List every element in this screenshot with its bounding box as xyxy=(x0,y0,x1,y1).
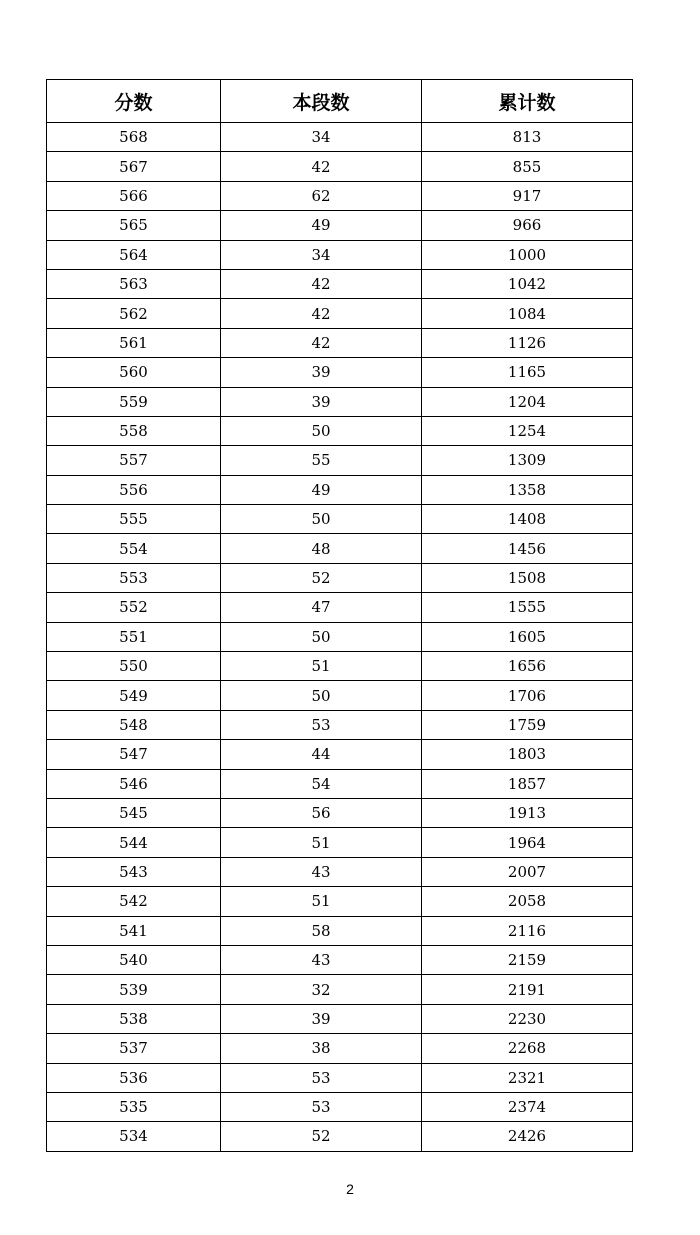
cell-score: 550 xyxy=(47,652,221,681)
header-cumulative: 累计数 xyxy=(422,80,633,123)
cell-cumulative: 2426 xyxy=(422,1122,633,1151)
table-row xyxy=(47,1034,633,1063)
table-row xyxy=(47,475,633,504)
cell-cumulative: 1126 xyxy=(422,328,633,357)
cell-segment-count: 53 xyxy=(221,1063,422,1092)
cell-cumulative: 1605 xyxy=(422,622,633,651)
cell-cumulative: 1656 xyxy=(422,652,633,681)
cell-score: 554 xyxy=(47,534,221,563)
cell-cumulative: 2007 xyxy=(422,857,633,886)
cell-segment-count: 50 xyxy=(221,681,422,710)
cell-cumulative: 2159 xyxy=(422,945,633,974)
table-row xyxy=(47,387,633,416)
table-row xyxy=(47,798,633,827)
table-row xyxy=(47,622,633,651)
cell-cumulative: 1408 xyxy=(422,505,633,534)
table-row xyxy=(47,1063,633,1092)
cell-cumulative: 1913 xyxy=(422,798,633,827)
table-row xyxy=(47,593,633,622)
cell-segment-count: 54 xyxy=(221,769,422,798)
cell-cumulative: 1042 xyxy=(422,269,633,298)
header-segment-count: 本段数 xyxy=(221,80,422,123)
cell-score: 541 xyxy=(47,916,221,945)
cell-cumulative: 1084 xyxy=(422,299,633,328)
table-row xyxy=(47,652,633,681)
table-row xyxy=(47,269,633,298)
cell-score: 556 xyxy=(47,475,221,504)
cell-segment-count: 49 xyxy=(221,475,422,504)
cell-cumulative: 1803 xyxy=(422,740,633,769)
cell-cumulative: 966 xyxy=(422,211,633,240)
cell-cumulative: 1964 xyxy=(422,828,633,857)
table-row xyxy=(47,505,633,534)
cell-segment-count: 50 xyxy=(221,416,422,445)
cell-score: 560 xyxy=(47,358,221,387)
table-row xyxy=(47,446,633,475)
cell-score: 568 xyxy=(47,123,221,152)
cell-score: 536 xyxy=(47,1063,221,1092)
cell-score: 548 xyxy=(47,710,221,739)
table-row xyxy=(47,740,633,769)
cell-cumulative: 1555 xyxy=(422,593,633,622)
cell-score: 566 xyxy=(47,181,221,210)
cell-cumulative: 1706 xyxy=(422,681,633,710)
table-row xyxy=(47,416,633,445)
cell-score: 555 xyxy=(47,505,221,534)
cell-segment-count: 39 xyxy=(221,387,422,416)
score-distribution-table xyxy=(46,79,633,1152)
cell-cumulative: 1204 xyxy=(422,387,633,416)
cell-score: 563 xyxy=(47,269,221,298)
cell-score: 545 xyxy=(47,798,221,827)
cell-segment-count: 39 xyxy=(221,1004,422,1033)
table-row xyxy=(47,299,633,328)
cell-segment-count: 50 xyxy=(221,505,422,534)
table-body xyxy=(47,123,633,1152)
cell-segment-count: 47 xyxy=(221,593,422,622)
cell-score: 547 xyxy=(47,740,221,769)
table-row xyxy=(47,1122,633,1151)
cell-score: 551 xyxy=(47,622,221,651)
table-row xyxy=(47,975,633,1004)
cell-segment-count: 38 xyxy=(221,1034,422,1063)
table-row xyxy=(47,240,633,269)
cell-score: 538 xyxy=(47,1004,221,1033)
cell-score: 546 xyxy=(47,769,221,798)
cell-score: 557 xyxy=(47,446,221,475)
cell-score: 534 xyxy=(47,1122,221,1151)
cell-segment-count: 48 xyxy=(221,534,422,563)
cell-score: 553 xyxy=(47,563,221,592)
table-row xyxy=(47,681,633,710)
table-row xyxy=(47,916,633,945)
table-row xyxy=(47,358,633,387)
cell-segment-count: 52 xyxy=(221,1122,422,1151)
cell-segment-count: 56 xyxy=(221,798,422,827)
cell-cumulative: 2058 xyxy=(422,887,633,916)
cell-segment-count: 42 xyxy=(221,152,422,181)
table-row xyxy=(47,828,633,857)
cell-cumulative: 1254 xyxy=(422,416,633,445)
table-header xyxy=(47,80,633,123)
cell-score: 549 xyxy=(47,681,221,710)
cell-segment-count: 53 xyxy=(221,710,422,739)
cell-cumulative: 917 xyxy=(422,181,633,210)
table-row xyxy=(47,152,633,181)
table-row xyxy=(47,857,633,886)
cell-cumulative: 1358 xyxy=(422,475,633,504)
cell-cumulative: 2116 xyxy=(422,916,633,945)
table-row xyxy=(47,534,633,563)
table-row xyxy=(47,211,633,240)
table-row xyxy=(47,123,633,152)
cell-cumulative: 813 xyxy=(422,123,633,152)
cell-segment-count: 32 xyxy=(221,975,422,1004)
cell-segment-count: 62 xyxy=(221,181,422,210)
cell-cumulative: 2374 xyxy=(422,1092,633,1121)
cell-cumulative: 1309 xyxy=(422,446,633,475)
header-score: 分数 xyxy=(47,80,221,123)
cell-segment-count: 42 xyxy=(221,328,422,357)
cell-score: 543 xyxy=(47,857,221,886)
cell-cumulative: 1000 xyxy=(422,240,633,269)
cell-cumulative: 2268 xyxy=(422,1034,633,1063)
cell-segment-count: 39 xyxy=(221,358,422,387)
cell-segment-count: 34 xyxy=(221,123,422,152)
cell-segment-count: 49 xyxy=(221,211,422,240)
table-row xyxy=(47,563,633,592)
cell-segment-count: 34 xyxy=(221,240,422,269)
cell-cumulative: 2321 xyxy=(422,1063,633,1092)
cell-score: 567 xyxy=(47,152,221,181)
cell-cumulative: 2191 xyxy=(422,975,633,1004)
cell-cumulative: 1508 xyxy=(422,563,633,592)
cell-segment-count: 58 xyxy=(221,916,422,945)
cell-segment-count: 44 xyxy=(221,740,422,769)
cell-cumulative: 855 xyxy=(422,152,633,181)
cell-segment-count: 51 xyxy=(221,887,422,916)
cell-cumulative: 1857 xyxy=(422,769,633,798)
cell-score: 558 xyxy=(47,416,221,445)
cell-score: 540 xyxy=(47,945,221,974)
cell-score: 544 xyxy=(47,828,221,857)
cell-score: 539 xyxy=(47,975,221,1004)
table-row xyxy=(47,887,633,916)
cell-segment-count: 42 xyxy=(221,269,422,298)
cell-cumulative: 2230 xyxy=(422,1004,633,1033)
table-row xyxy=(47,1004,633,1033)
cell-segment-count: 55 xyxy=(221,446,422,475)
cell-segment-count: 43 xyxy=(221,945,422,974)
table-header-row xyxy=(47,80,633,123)
cell-segment-count: 51 xyxy=(221,828,422,857)
cell-score: 542 xyxy=(47,887,221,916)
table-row xyxy=(47,181,633,210)
page-number: 2 xyxy=(346,1181,354,1197)
cell-cumulative: 1165 xyxy=(422,358,633,387)
table-row xyxy=(47,769,633,798)
table-row xyxy=(47,1092,633,1121)
cell-score: 535 xyxy=(47,1092,221,1121)
cell-segment-count: 51 xyxy=(221,652,422,681)
cell-score: 564 xyxy=(47,240,221,269)
cell-segment-count: 52 xyxy=(221,563,422,592)
cell-score: 561 xyxy=(47,328,221,357)
table-row xyxy=(47,945,633,974)
cell-segment-count: 50 xyxy=(221,622,422,651)
cell-score: 562 xyxy=(47,299,221,328)
cell-cumulative: 1456 xyxy=(422,534,633,563)
table-row xyxy=(47,710,633,739)
cell-score: 559 xyxy=(47,387,221,416)
table-row xyxy=(47,328,633,357)
cell-cumulative: 1759 xyxy=(422,710,633,739)
cell-score: 552 xyxy=(47,593,221,622)
cell-score: 537 xyxy=(47,1034,221,1063)
cell-score: 565 xyxy=(47,211,221,240)
cell-segment-count: 42 xyxy=(221,299,422,328)
cell-segment-count: 53 xyxy=(221,1092,422,1121)
cell-segment-count: 43 xyxy=(221,857,422,886)
